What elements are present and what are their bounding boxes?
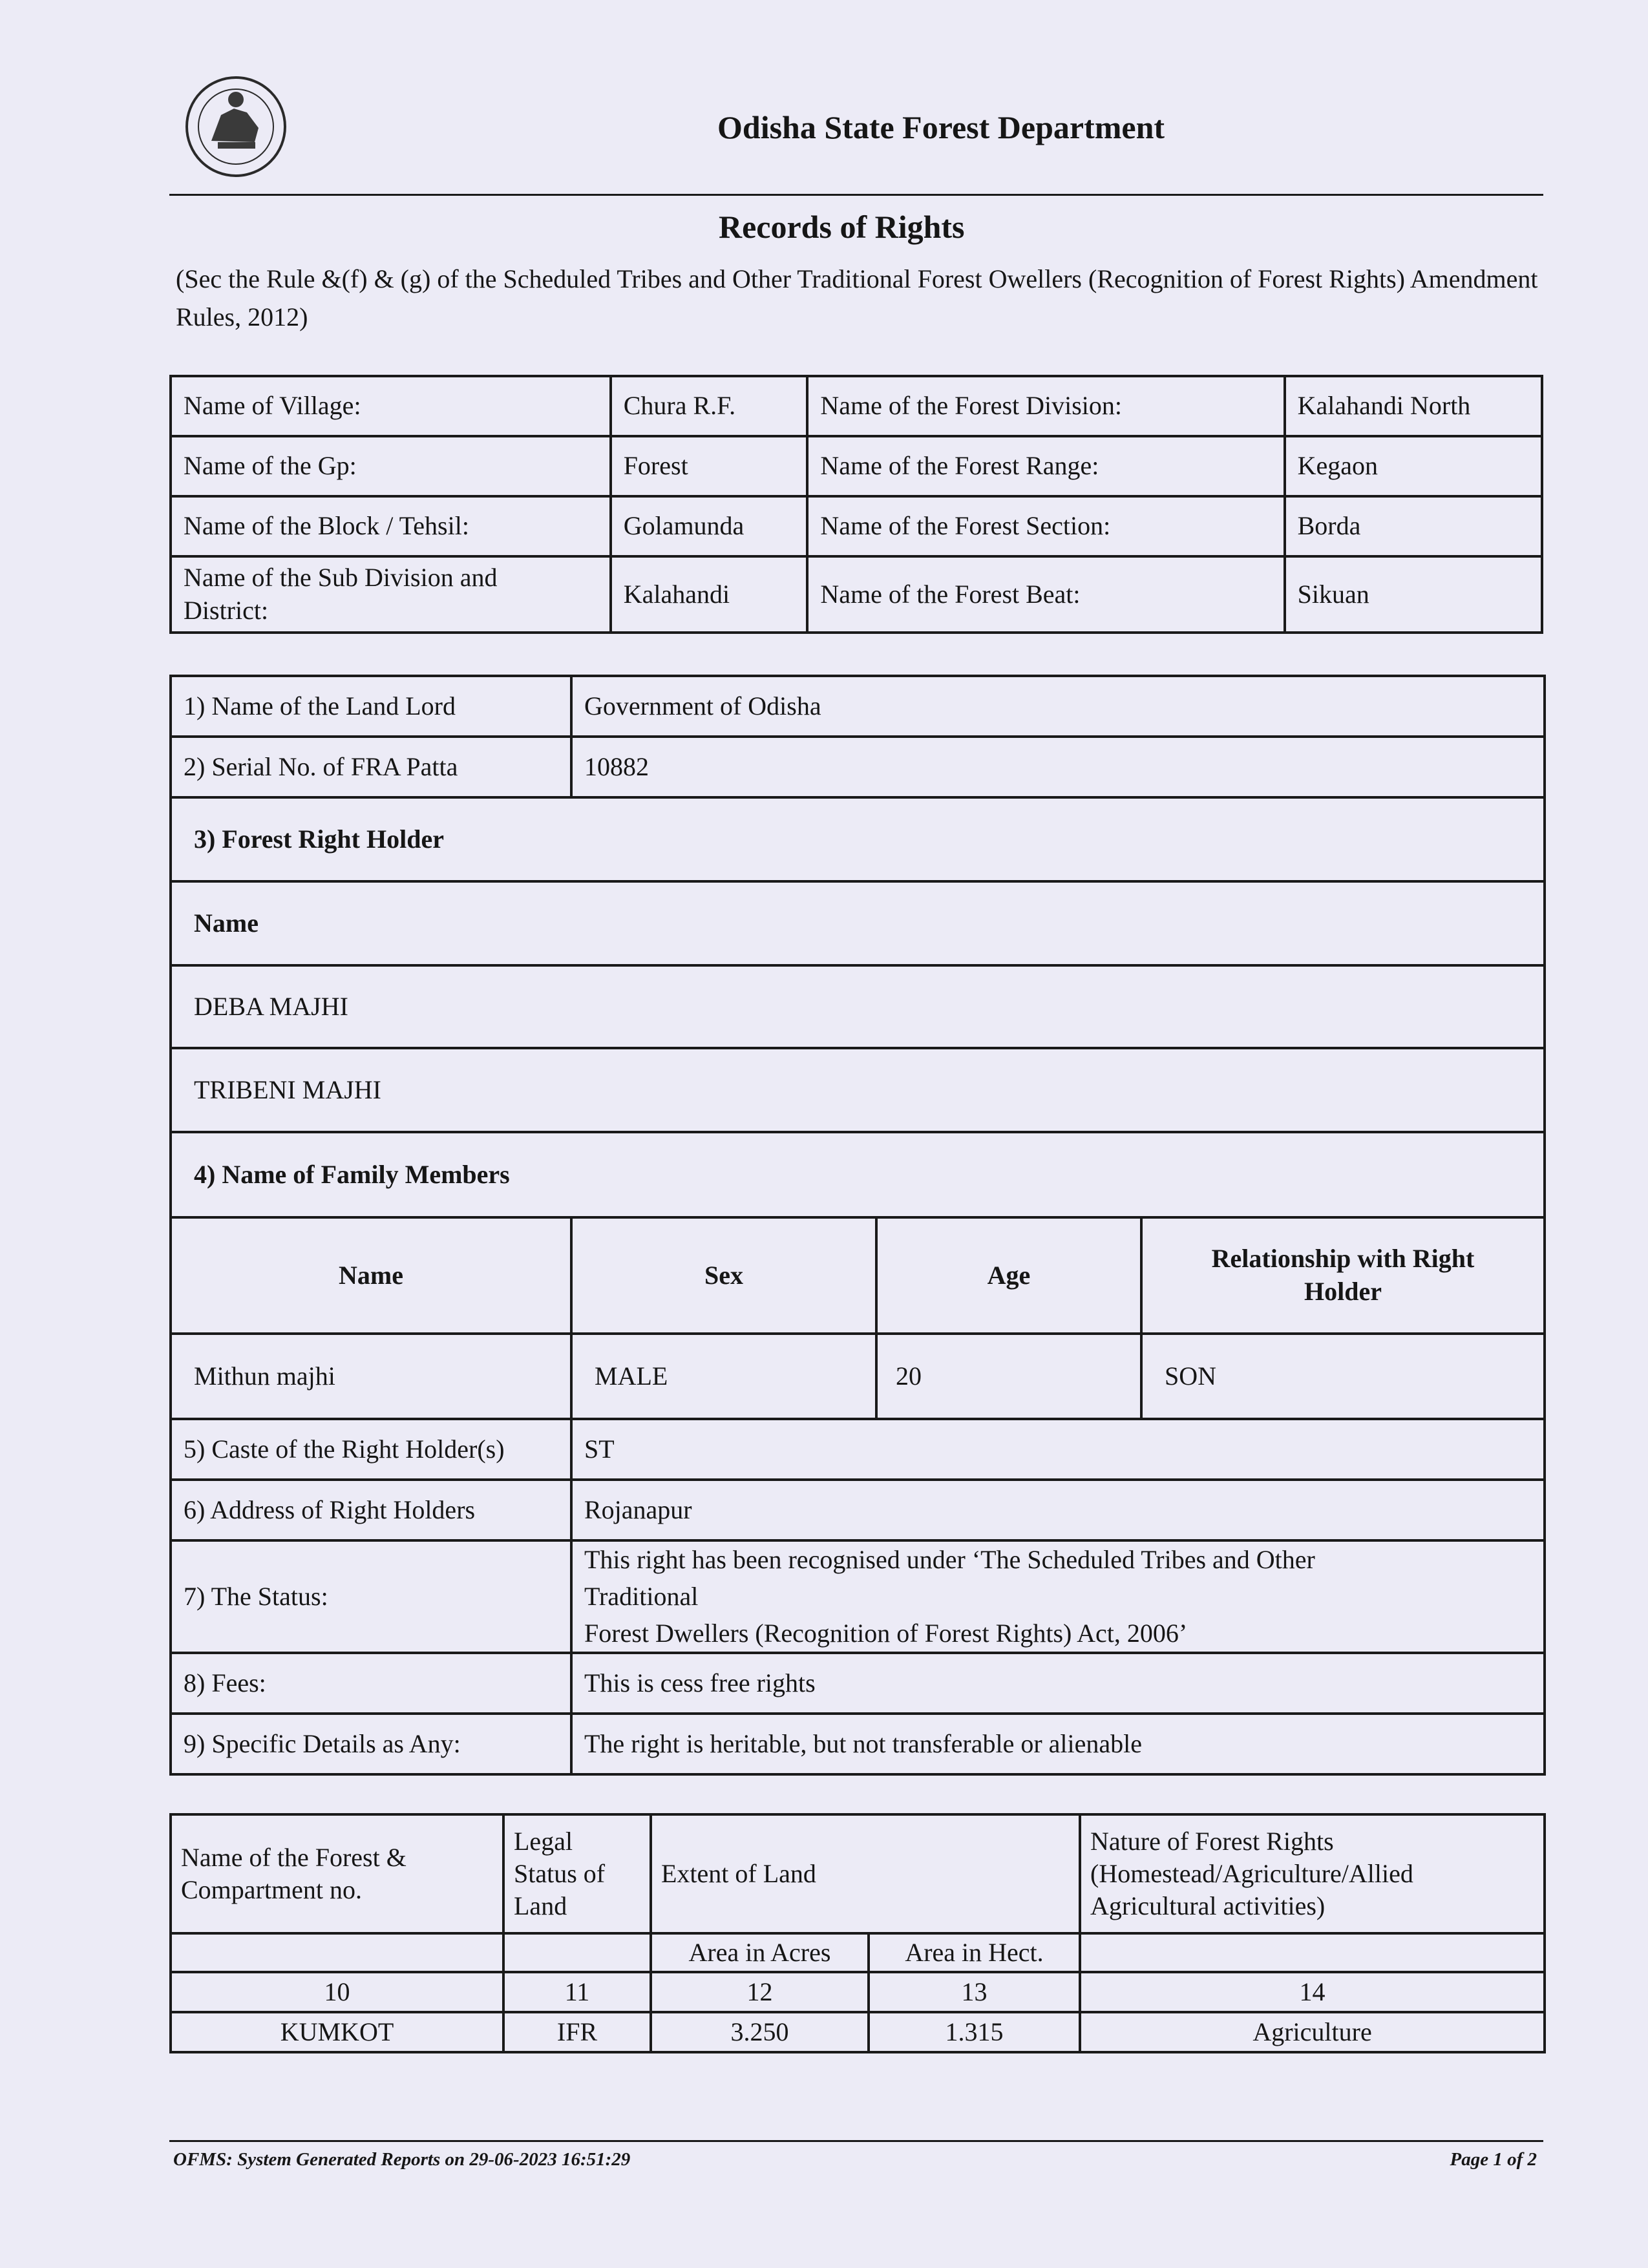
location-label: Name of the Forest Division: bbox=[807, 376, 1284, 436]
footer-generated-text: OFMS: System Generated Reports on 29-06-2023 16:51:29 bbox=[173, 2149, 631, 2170]
name-heading: Name bbox=[171, 881, 1545, 965]
land-col-number: 14 bbox=[1080, 1972, 1545, 2012]
document-title: Records of Rights bbox=[719, 209, 965, 245]
location-label: Name of the Sub Division and District: bbox=[171, 556, 611, 633]
location-label: Name of the Block / Tehsil: bbox=[171, 496, 611, 556]
land-legal-value: IFR bbox=[503, 2012, 651, 2052]
holder-heading: 3) Forest Right Holder bbox=[171, 797, 1545, 881]
location-value: Forest bbox=[611, 436, 808, 496]
serial-label: 2) Serial No. of FRA Patta bbox=[171, 737, 571, 797]
location-label: Name of the Forest Section: bbox=[807, 496, 1284, 556]
family-header-row bbox=[171, 1217, 1545, 1334]
family-member-name: Mithun majhi bbox=[171, 1334, 571, 1419]
holder-row bbox=[171, 1048, 1545, 1132]
caste-label: 5) Caste of the Right Holder(s) bbox=[171, 1419, 571, 1480]
rights-table bbox=[169, 675, 1546, 1776]
address-row bbox=[171, 1480, 1545, 1540]
status-row bbox=[171, 1540, 1545, 1653]
location-label: Name of the Gp: bbox=[171, 436, 611, 496]
land-forest-value: KUMKOT bbox=[171, 2012, 503, 2052]
landlord-label: 1) Name of the Land Lord bbox=[171, 676, 571, 737]
caste-value: ST bbox=[571, 1419, 1545, 1480]
serial-row bbox=[171, 737, 1545, 797]
family-member-sex: MALE bbox=[571, 1334, 876, 1419]
location-value: Chura R.F. bbox=[611, 376, 808, 436]
land-sub-empty bbox=[171, 1933, 503, 1972]
odisha-emblem-icon bbox=[182, 70, 290, 186]
land-subheader-row bbox=[171, 1933, 1545, 1972]
footer-page-number: Page 1 of 2 bbox=[1450, 2149, 1537, 2170]
land-sub-empty bbox=[503, 1933, 651, 1972]
specific-label: 9) Specific Details as Any: bbox=[171, 1714, 571, 1774]
family-heading-row bbox=[171, 1132, 1545, 1217]
holder-name: TRIBENI MAJHI bbox=[171, 1048, 1545, 1132]
specific-row bbox=[171, 1714, 1545, 1774]
land-col-number: 13 bbox=[869, 1972, 1080, 2012]
land-hect-value: 1.315 bbox=[869, 2012, 1080, 2052]
holder-name: DEBA MAJHI bbox=[171, 965, 1545, 1048]
status-label: 7) The Status: bbox=[171, 1540, 571, 1653]
land-col-number: 11 bbox=[503, 1972, 651, 2012]
land-header-row bbox=[171, 1814, 1545, 1933]
document-subtitle: (Sec the Rule &(f) & (g) of the Scheduled Tribes and Other Traditional Forest Owellers (Recognition of Forest Rights) Amendment Rules, 2012) bbox=[176, 264, 1538, 331]
header-divider bbox=[169, 194, 1543, 196]
status-value bbox=[571, 1540, 1545, 1653]
land-col-number: 12 bbox=[651, 1972, 869, 2012]
family-member-row bbox=[171, 1334, 1545, 1419]
land-acres-value: 3.250 bbox=[651, 2012, 869, 2052]
location-row bbox=[171, 556, 1542, 633]
land-col-legal: Legal Status of Land bbox=[503, 1814, 651, 1933]
specific-value: The right is heritable, but not transferable or alienable bbox=[571, 1714, 1545, 1774]
location-row bbox=[171, 436, 1542, 496]
holder-row bbox=[171, 965, 1545, 1048]
land-col-extent: Extent of Land bbox=[651, 1814, 1080, 1933]
department-title: Odisha State Forest Department bbox=[717, 109, 1165, 145]
landlord-row bbox=[171, 676, 1545, 737]
location-value: Kalahandi bbox=[611, 556, 808, 633]
family-col-age: Age bbox=[876, 1217, 1141, 1334]
landlord-value: Government of Odisha bbox=[571, 676, 1545, 737]
land-data-row bbox=[171, 2012, 1545, 2052]
address-label: 6) Address of Right Holders bbox=[171, 1480, 571, 1540]
location-table bbox=[169, 375, 1543, 634]
location-label: Name of the Forest Range: bbox=[807, 436, 1284, 496]
location-value: Sikuan bbox=[1285, 556, 1542, 633]
land-table bbox=[169, 1813, 1546, 2053]
status-line: This right has been recognised under ‘The Scheduled Tribes and Other bbox=[584, 1545, 1315, 1574]
family-member-age: 20 bbox=[876, 1334, 1141, 1419]
name-heading-row bbox=[171, 881, 1545, 965]
fees-value: This is cess free rights bbox=[571, 1653, 1545, 1714]
status-line: Traditional bbox=[584, 1581, 699, 1611]
land-number-row bbox=[171, 1972, 1545, 2012]
location-row bbox=[171, 496, 1542, 556]
land-col-number: 10 bbox=[171, 1972, 503, 2012]
fees-label: 8) Fees: bbox=[171, 1653, 571, 1714]
caste-row bbox=[171, 1419, 1545, 1480]
location-value: Kegaon bbox=[1285, 436, 1542, 496]
status-line: Forest Dwellers (Recognition of Forest Rights) Act, 2006’ bbox=[584, 1618, 1188, 1648]
family-col-sex: Sex bbox=[571, 1217, 876, 1334]
location-row bbox=[171, 376, 1542, 436]
location-value: Kalahandi North bbox=[1285, 376, 1542, 436]
land-nature-value: Agriculture bbox=[1080, 2012, 1545, 2052]
family-col-relation: Relationship with Right Holder bbox=[1141, 1217, 1545, 1334]
fees-row bbox=[171, 1653, 1545, 1714]
location-label: Name of the Forest Beat: bbox=[807, 556, 1284, 633]
serial-value: 10882 bbox=[571, 737, 1545, 797]
address-value: Rojanapur bbox=[571, 1480, 1545, 1540]
family-heading: 4) Name of Family Members bbox=[171, 1132, 1545, 1217]
holder-heading-row bbox=[171, 797, 1545, 881]
land-sub-hect: Area in Hect. bbox=[869, 1933, 1080, 1972]
family-col-name: Name bbox=[171, 1217, 571, 1334]
land-col-forest: Name of the Forest & Compartment no. bbox=[171, 1814, 503, 1933]
location-value: Borda bbox=[1285, 496, 1542, 556]
family-member-relation: SON bbox=[1141, 1334, 1545, 1419]
footer-divider bbox=[169, 2140, 1543, 2142]
land-col-nature: Nature of Forest Rights (Homestead/Agriculture/Allied Agricultural activities) bbox=[1080, 1814, 1545, 1933]
land-sub-acres: Area in Acres bbox=[651, 1933, 869, 1972]
location-value: Golamunda bbox=[611, 496, 808, 556]
land-sub-empty bbox=[1080, 1933, 1545, 1972]
location-label: Name of Village: bbox=[171, 376, 611, 436]
